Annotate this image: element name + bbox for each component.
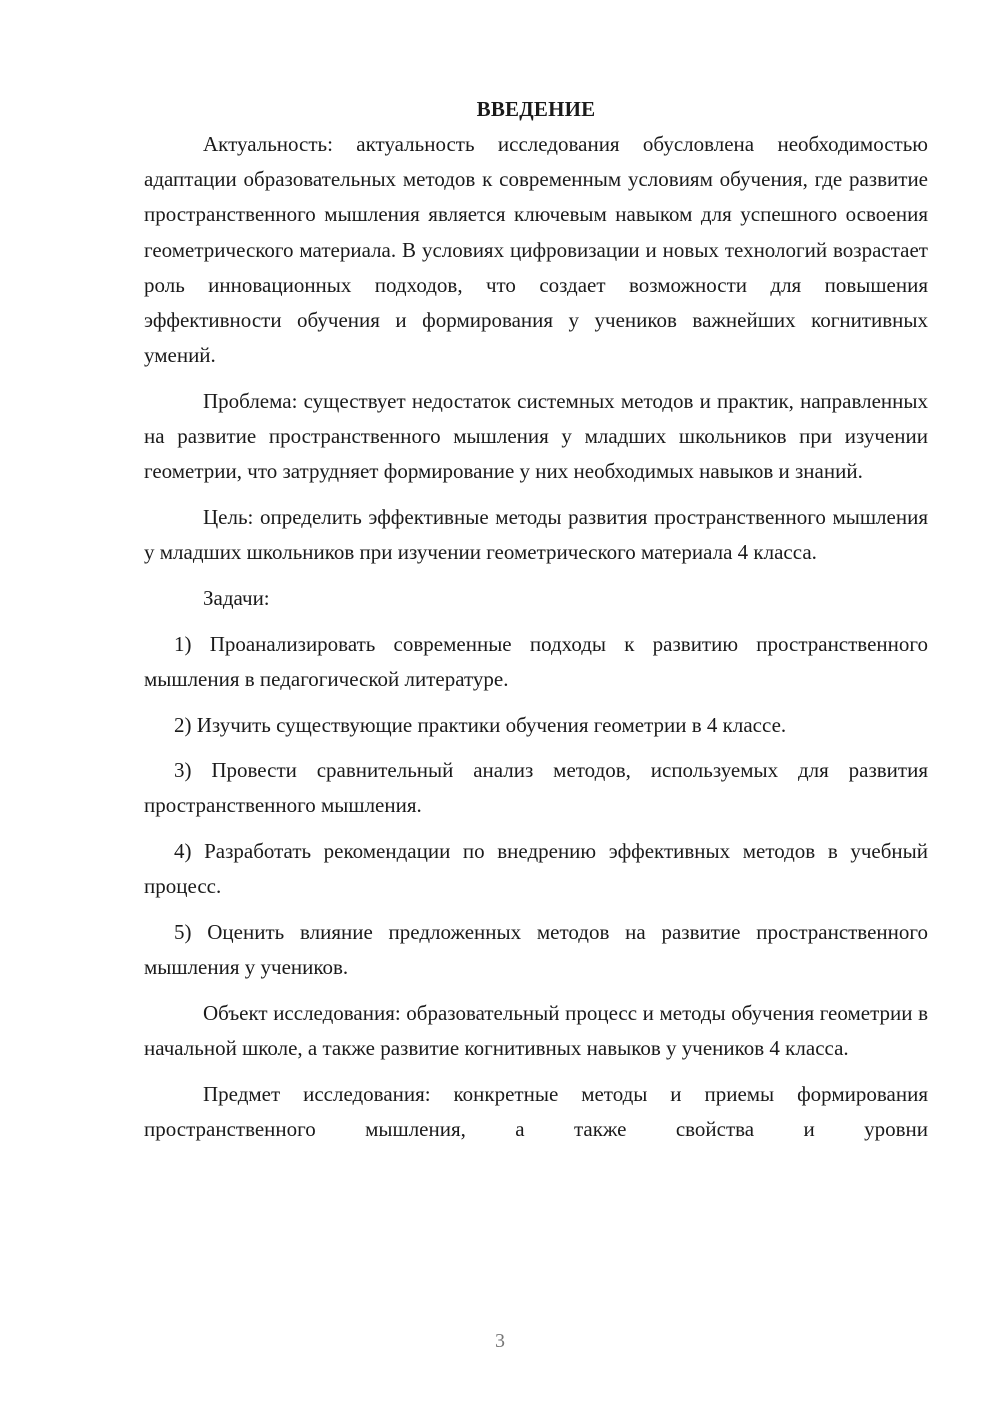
task-item-2: 2) Изучить существующие практики обучения геометрии в 4 классе. bbox=[174, 712, 787, 737]
task-item-3: 3) Провести сравнительный анализ методов, используемых для развития пространственного мышления. bbox=[144, 758, 928, 818]
tasks-heading: Задачи: bbox=[203, 585, 270, 610]
page-number: 3 bbox=[495, 1330, 505, 1352]
paragraph-subject: Предмет исследования: конкретные методы и приемы формирования пространственного мышления, а также свойства и уровни bbox=[144, 1081, 928, 1142]
section-heading: ВВЕДЕНИЕ bbox=[476, 97, 596, 121]
document-page bbox=[144, 92, 928, 1147]
task-item-1: 1) Проанализировать современные подходы к развитию пространственного мышления в педагогической литературе. bbox=[144, 631, 928, 691]
paragraph-problem: Проблема: существует недостаток системных методов и практик, направленных на развитие пространственного мышления у младших школьников при изучении геометрии, что затрудняет формирование у них необходимых навыков и знаний. bbox=[144, 388, 928, 484]
paragraph-object: Объект исследования: образовательный процесс и методы обучения геометрии в начальной школе, а также развитие когнитивных навыков у учеников 4 класса. bbox=[144, 1000, 928, 1061]
task-item-5: 5) Оценить влияние предложенных методов на развитие пространственного мышления у учеников. bbox=[144, 920, 928, 980]
paragraph-goal: Цель: определить эффективные методы развития пространственного мышления у младших школьников при изучении геометрического материала 4 класса. bbox=[144, 505, 928, 565]
task-item-4: 4) Разработать рекомендации по внедрению эффективных методов в учебный процесс. bbox=[144, 839, 928, 899]
paragraph-relevance: Актуальность: актуальность исследования обусловлена необходимостью адаптации образовательных методов к современным условиям обучения, где развитие пространственного мышления является ключевым навыком для успешного освоения геометрического материала. В условиях цифровизации и новых технологий возрастает роль инновационных подходов, что создает возможности для повышения эффективности обучения и формирования у учеников важнейших когнитивных умений. bbox=[144, 132, 928, 368]
